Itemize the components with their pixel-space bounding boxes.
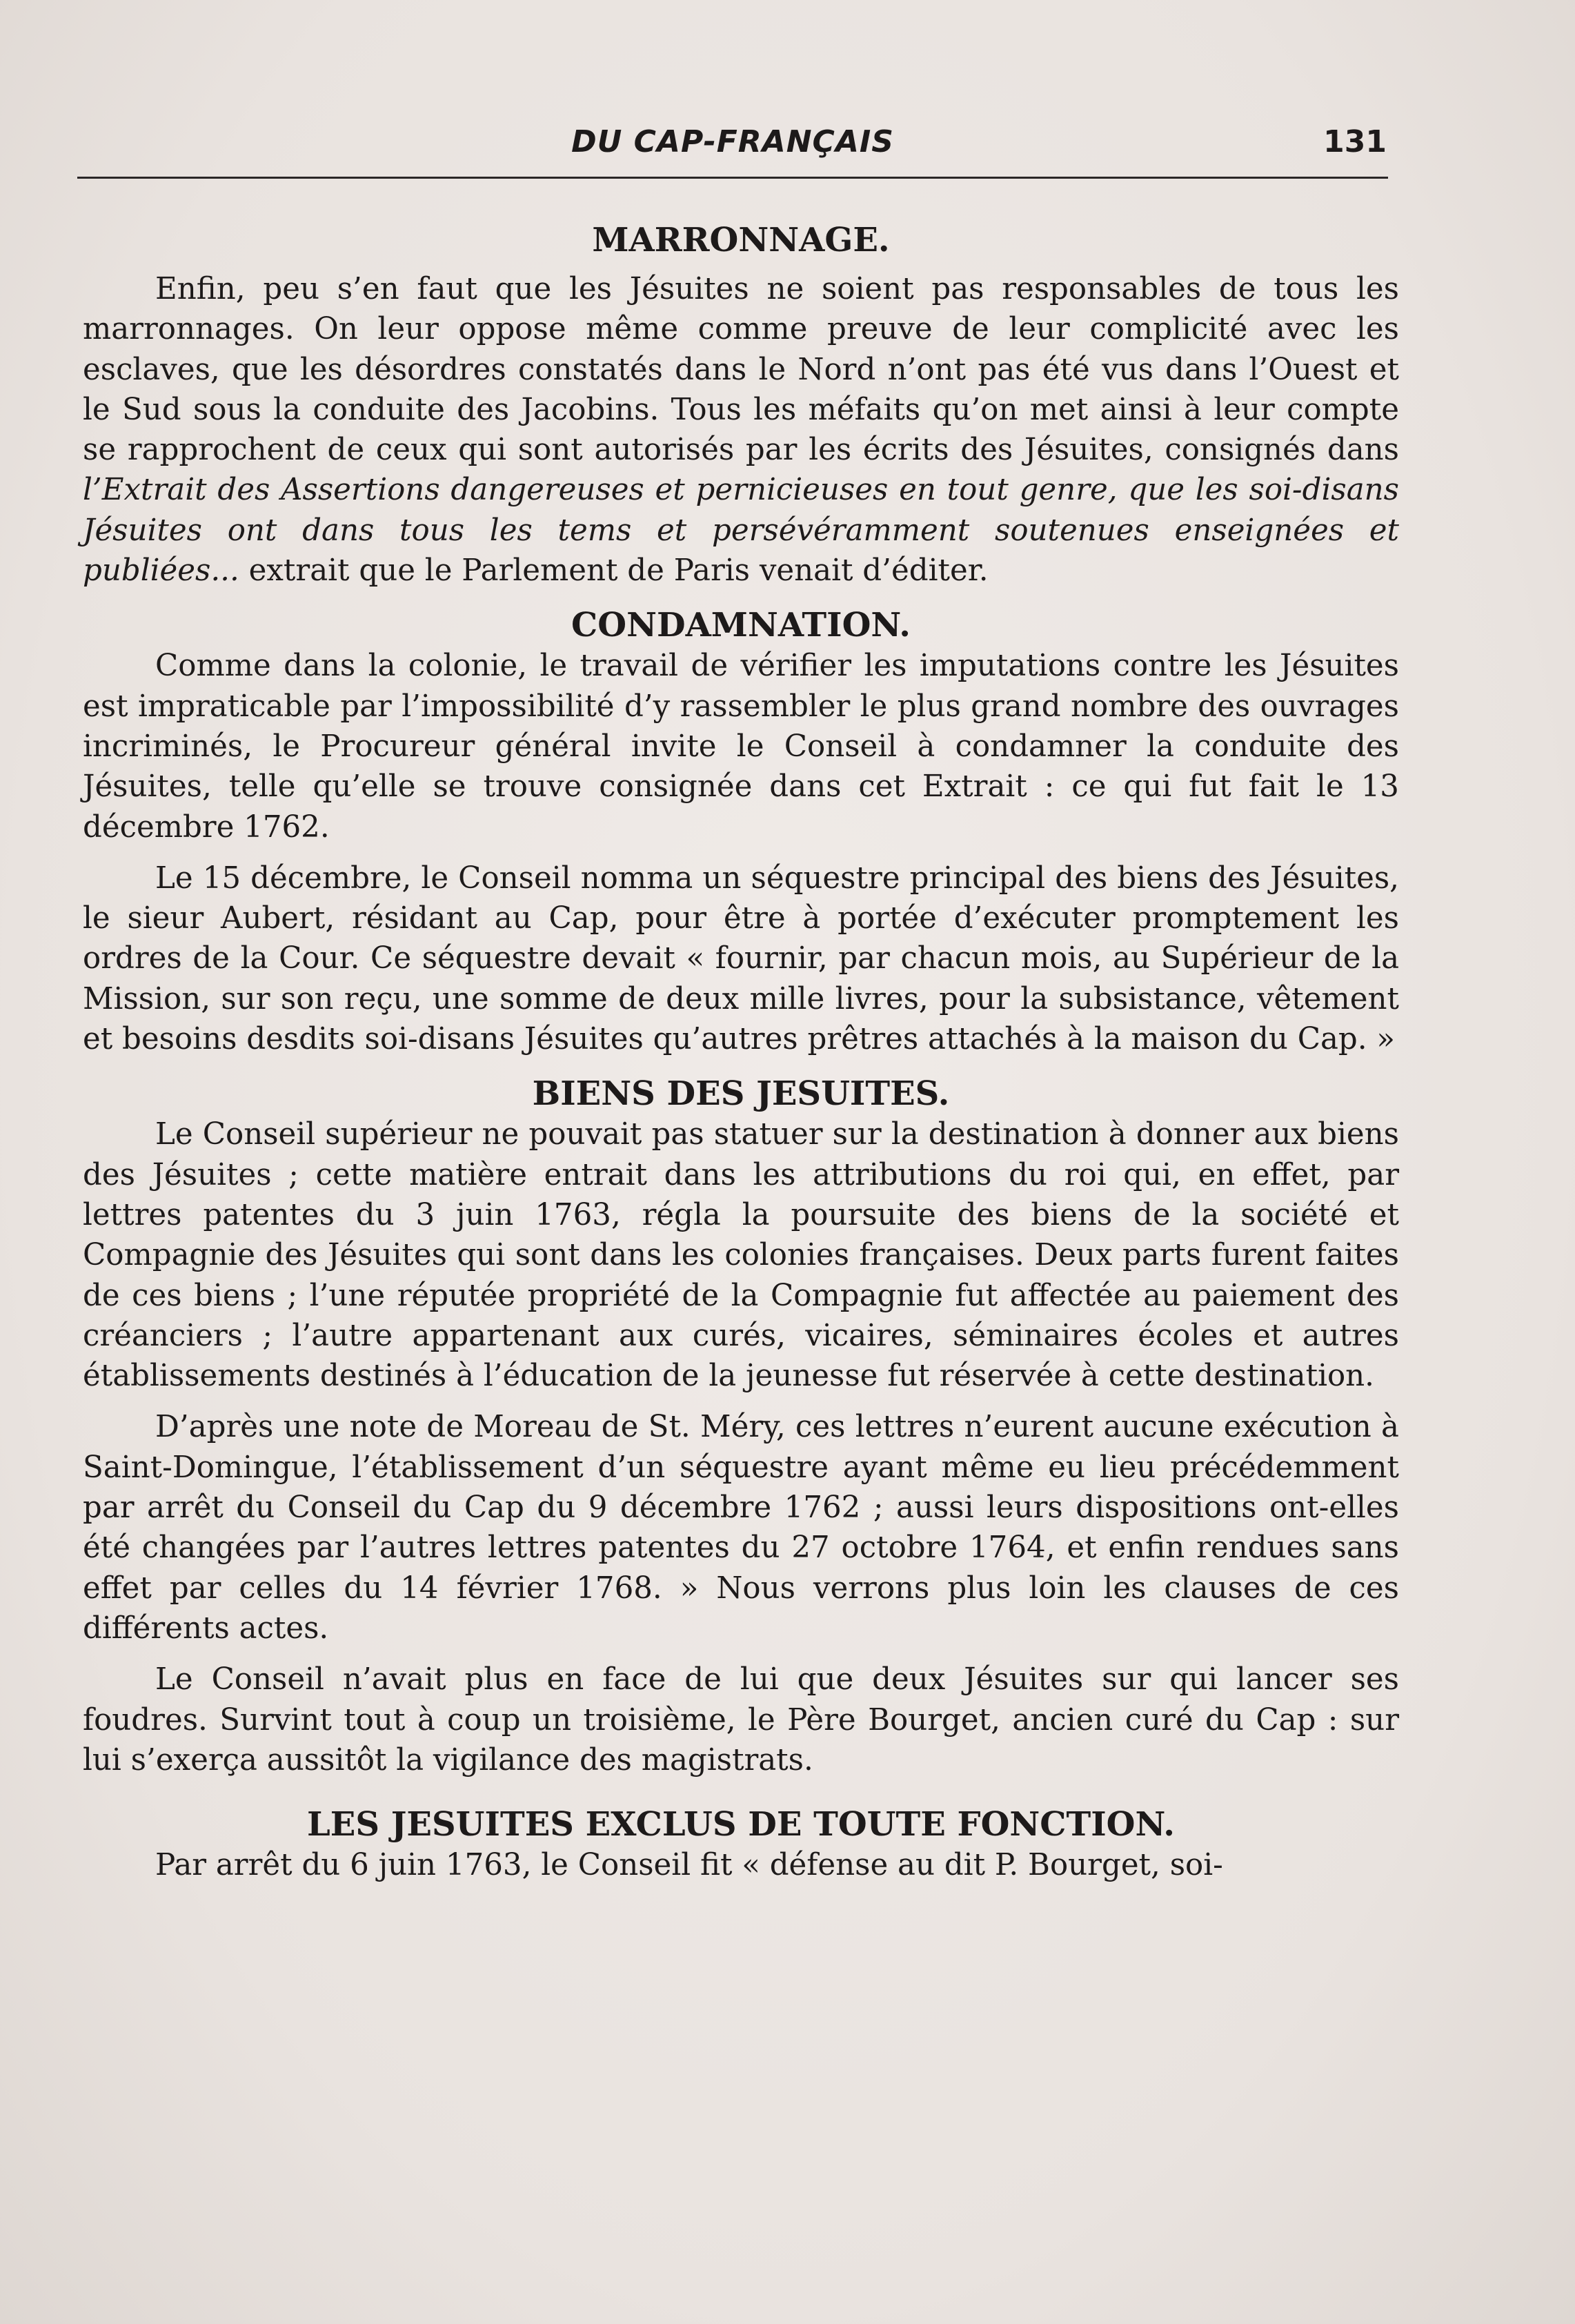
heading-biens-des-jesuites: BIENS DES JESUITES.	[532, 1074, 950, 1114]
paragraph-biens-1: Le Conseil supérieur ne pouvait pas statuer sur la destination à donner aux biens des Jésuites ; cette matière entrait dans les attributions du roi qui, en effet, par lettres patentes du 3 juin 1763, régla la poursuite des biens de la société et Compagnie des Jésuites qui sont dans les colonies françaises. Deux parts furent faites de ces biens ; l’une réputée propriété de la Compagnie fut affectée au paiement des créanciers ; l’autre appartenant aux curés, vicaires, séminaires écoles et autres établissements destinés à l’éducation de la jeunesse fut réservée à cette destination.	[83, 1117, 1399, 1394]
paragraph-condamnation-1: Comme dans la colonie, le travail de vérifier les imputations contre les Jésuites est impraticable par l’impossibilité d’y rassembler le plus grand nombre des ouvrages incriminés, le Procureur général invite le Conseil à condamner la conduite des Jésuites, telle qu’elle se trouve consignée dans cet Extrait : ce qui fut fait le 13 décembre 1762.	[83, 649, 1399, 845]
italic-title: l’Extrait des Assertions dangereuses et pernicieuses en tout genre, que les soi-disans Jésuites ont dans tous les tems et persévéramment soutenues enseignées et publiées...	[83, 473, 1399, 589]
heading-jesuites-exclus: LES JESUITES EXCLUS DE TOUTE FONCTION.	[306, 1805, 1175, 1844]
page-header	[77, 121, 1388, 179]
paragraph-biens-2: D’après une note de Moreau de St. Méry, ces lettres n’eurent aucune exécution à Saint-Domingue, l’établissement d’un séquestre ayant même eu lieu précédemment par arrêt du Conseil du Cap du 9 décembre 1762 ; aussi leurs dispositions ont-elles été changées par l’autres lettres patentes du 27 octobre 1764, et enfin rendues sans effet par celles du 14 février 1768. » Nous verrons plus loin les clauses de ces différents actes.	[83, 1410, 1399, 1646]
paragraph-marronnage	[83, 269, 1399, 591]
paragraph-text: extrait que le Parlement de Paris venait d’éditer.	[239, 553, 989, 589]
paragraph-exclus-1: Par arrêt du 6 juin 1763, le Conseil fit « défense au dit P. Bourget, soi-	[155, 1848, 1223, 1883]
paragraph-biens-3: Le Conseil n’avait plus en face de lui que deux Jésuites sur qui lancer ses foudres. Survint tout à coup un troisième, le Père Bourget, ancien curé du Cap : sur lui s’exerça aussitôt la vigilance des magistrats.	[83, 1662, 1399, 1778]
heading-marronnage: MARRONNAGE.	[592, 221, 890, 259]
paragraph-condamnation-2: Le 15 décembre, le Conseil nomma un séquestre principal des biens des Jésuites, le sieur Aubert, résidant au Cap, pour être à portée d’exécuter promptement les ordres de la Cour. Ce séquestre devait « fournir, par chacun mois, au Supérieur de la Mission, sur son reçu, une somme de deux mille livres, pour la subsistance, vêtement et besoins desdits soi-disans Jésuites qu’autres prêtres attachés à la maison du Cap. »	[83, 860, 1399, 1057]
page-number: 131	[1323, 124, 1387, 159]
page-body	[83, 219, 1399, 1885]
heading-condamnation: CONDAMNATION.	[571, 606, 911, 645]
paragraph-text: Enfin, peu s’en faut que les Jésuites ne soient pas responsables de tous les marronnages. On leur oppose même comme preuve de leur complicité avec les esclaves, que les désordres constatés dans le Nord n’ont pas été vus dans l’Ouest et le Sud sous la conduite des Jacobins. Tous les méfaits qu’on met ainsi à leur compte se rapprochent de ceux qui sont autorisés par les écrits des Jésuites, consignés dans	[83, 272, 1399, 468]
running-head: DU CAP-FRANÇAIS	[571, 124, 894, 159]
